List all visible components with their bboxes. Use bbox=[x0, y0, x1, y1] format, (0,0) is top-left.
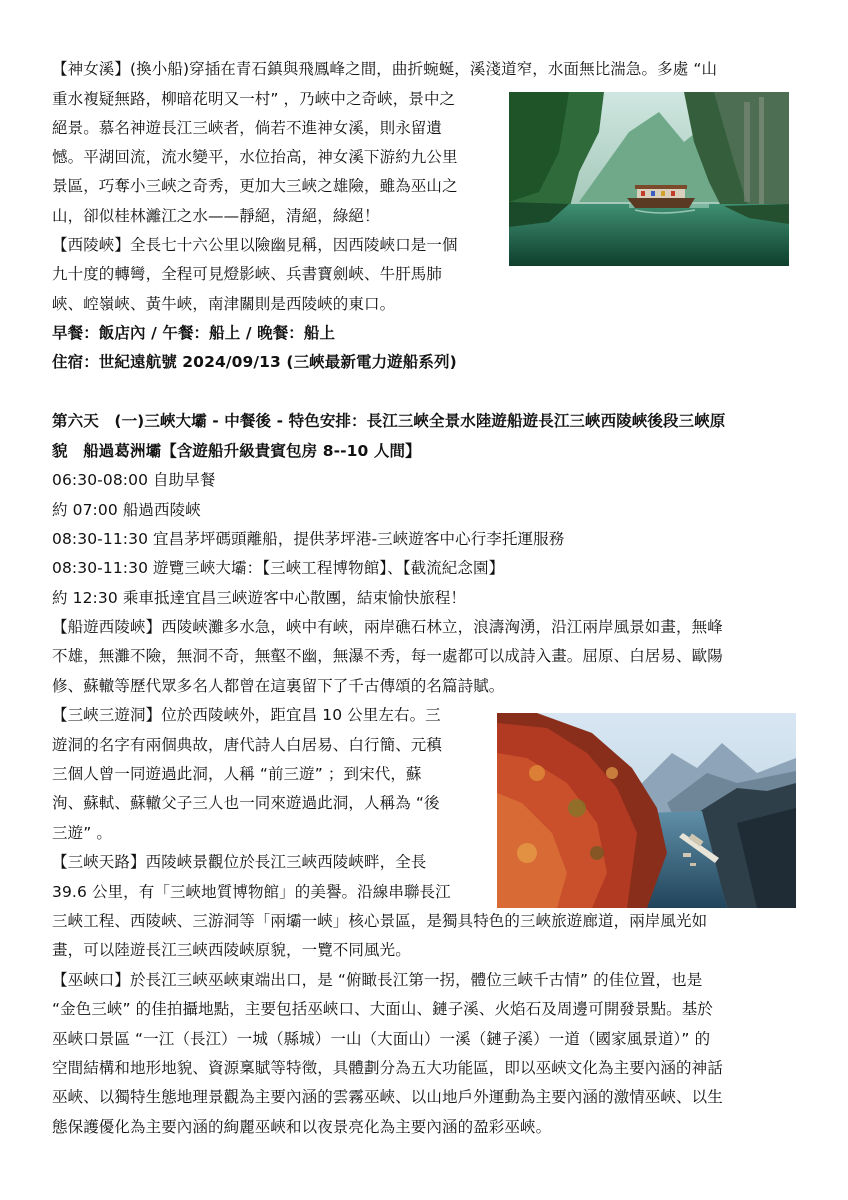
boat-shape bbox=[627, 185, 695, 208]
xiling-cruise-line: 修、蘇轍等歷代眾多名人都曾在這裏留下了千古傳頌的名篇詩賦。 bbox=[52, 677, 505, 695]
day6-title-line: 第六天 (一)三峽大壩 - 中餐後 - 特色安排：長江三峽全景水陸遊船遊長江三峽西陵峽後段三峽原 bbox=[52, 412, 726, 430]
sanyou-cave-line: 洵、蘇軾、蘇轍父子三人也一同來遊過此洞，人稱為 “後 bbox=[52, 794, 440, 812]
shennv-text-line: 重水複疑無路，柳暗花明又一村” ，乃峽中之奇峽，景中之 bbox=[52, 90, 456, 108]
day6-title-line: 貌 船過葛洲壩【含遊船升級貴賓包房 8--10 人間】 bbox=[52, 442, 421, 460]
schedule-item: 約 07:00 船過西陵峽 bbox=[52, 501, 201, 519]
schedule-item: 08:30-11:30 宜昌茅坪碼頭離船，提供茅坪港-三峽遊客中心行李托運服務 bbox=[52, 530, 565, 548]
gorge-boat-image bbox=[509, 92, 789, 266]
xiling-cruise-line: 【船遊西陵峽】西陵峽灘多水急，峽中有峽，兩岸礁石林立，浪濤洶湧，沿江兩岸風景如畫，無峰 bbox=[52, 618, 723, 636]
meals-line: 早餐：飯店內 / 午餐：船上 / 晚餐：船上 bbox=[52, 324, 336, 342]
shennv-stream-photo bbox=[509, 92, 789, 266]
sky-road-line: 【三峽天路】西陵峽景觀位於長江三峽西陵峽畔，全長 bbox=[52, 853, 427, 871]
wuxia-mouth-line: “金色三峽” 的佳拍攝地點，主要包括巫峽口、大面山、鏈子溪、火焰石及周邊可開發景點。基於 bbox=[52, 1000, 713, 1018]
schedule-item: 約 12:30 乘車抵達宜昌三峽遊客中心散團，結束愉快旅程！ bbox=[52, 589, 467, 607]
sky-road-line: 畫，可以陸遊長江三峽西陵峽原貌，一覽不同風光。 bbox=[52, 941, 411, 959]
xiling-text-line: 峽、崆嶺峽、黃牛峽，南津關則是西陵峽的東口。 bbox=[52, 295, 396, 313]
wuxia-mouth-line: 空間結構和地形地貌、資源稟賦等特徵，具體劃分為五大功能區，即以巫峽文化為主要內涵的神話 bbox=[52, 1059, 723, 1077]
wuxia-mouth-line: 【巫峽口】於長江三峽巫峽東端出口，是 “俯瞰長江第一拐，體位三峽千古情” 的佳位置，也是 bbox=[52, 971, 703, 989]
shennv-text-line: 絕景。慕名神遊長江三峽者，倘若不進神女溪，則永留遺 bbox=[52, 119, 443, 137]
sanyou-cave-line: 【三峽三遊洞】位於西陵峽外，距宜昌 10 公里左右。三 bbox=[52, 706, 441, 724]
lodging-line: 住宿：世紀遠航號 2024/09/13 (三峽最新電力遊船系列) bbox=[52, 353, 457, 371]
schedule-item: 06:30-08:00 自助早餐 bbox=[52, 471, 216, 489]
sanyou-cave-line: 遊洞的名字有兩個典故，唐代詩人白居易、白行簡、元稹 bbox=[52, 736, 443, 754]
sky-road-line: 39.6 公里，有「三峽地質博物館」的美譽。沿線串聯長江 bbox=[52, 883, 451, 901]
sky-road-line: 三峽工程、西陵峽、三游洞等「兩壩一峽」核心景區，是獨具特色的三峽旅遊廊道，兩岸風光如 bbox=[52, 912, 708, 930]
sanyou-cave-line: 三遊” 。 bbox=[52, 824, 112, 842]
shennv-text-line: 【神女溪】(換小船)穿插在青石鎮與飛鳳峰之間，曲折蜿蜒，溪淺道窄，水面無比湍急。多處 “山 bbox=[52, 60, 718, 78]
xiling-cruise-line: 不雄，無灘不險，無洞不奇，無壑不幽，無瀑不秀，每一處都可以成詩入畫。屈原、白居易、歐陽 bbox=[52, 647, 723, 665]
wuxia-mouth-line: 巫峽口景區 “一江（長江）一城（縣城）一山（大面山）一溪（鏈子溪）一道（國家風景道）” 的 bbox=[52, 1030, 711, 1048]
wuxia-mouth-line: 巫峽、以獨特生態地理景觀為主要內涵的雲霧巫峽、以山地戶外運動為主要內涵的激情巫峽、以生 bbox=[52, 1088, 723, 1106]
shennv-text-line: 景區，巧奪小三峽之奇秀，更加大三峽之雄險，雖為巫山之 bbox=[52, 177, 458, 195]
xiling-gorge-photo bbox=[497, 713, 796, 908]
shennv-text-line: 憾。平湖回流，流水變平，水位抬高，神女溪下游約九公里 bbox=[52, 148, 458, 166]
sanyou-cave-line: 三個人曾一同遊過此洞，人稱 “前三遊” ；到宋代，蘇 bbox=[52, 765, 422, 783]
xiling-text-line: 【西陵峽】全長七十六公里以險幽見稱，因西陵峽口是一個 bbox=[52, 236, 458, 254]
shennv-text-line: 山，卻似桂林灕江之水——靜絕，清絕，綠絕！ bbox=[52, 207, 380, 225]
xiling-text-line: 九十度的轉彎，全程可見燈影峽、兵書寶劍峽、牛肝馬肺 bbox=[52, 265, 443, 283]
red-mountain-river-image bbox=[497, 713, 796, 908]
schedule-item: 08:30-11:30 遊覽三峽大壩：【三峽工程博物館】、【截流紀念園】 bbox=[52, 559, 505, 577]
wuxia-mouth-line: 態保護優化為主要內涵的絢麗巫峽和以夜景亮化為主要內涵的盈彩巫峽。 bbox=[52, 1118, 552, 1136]
